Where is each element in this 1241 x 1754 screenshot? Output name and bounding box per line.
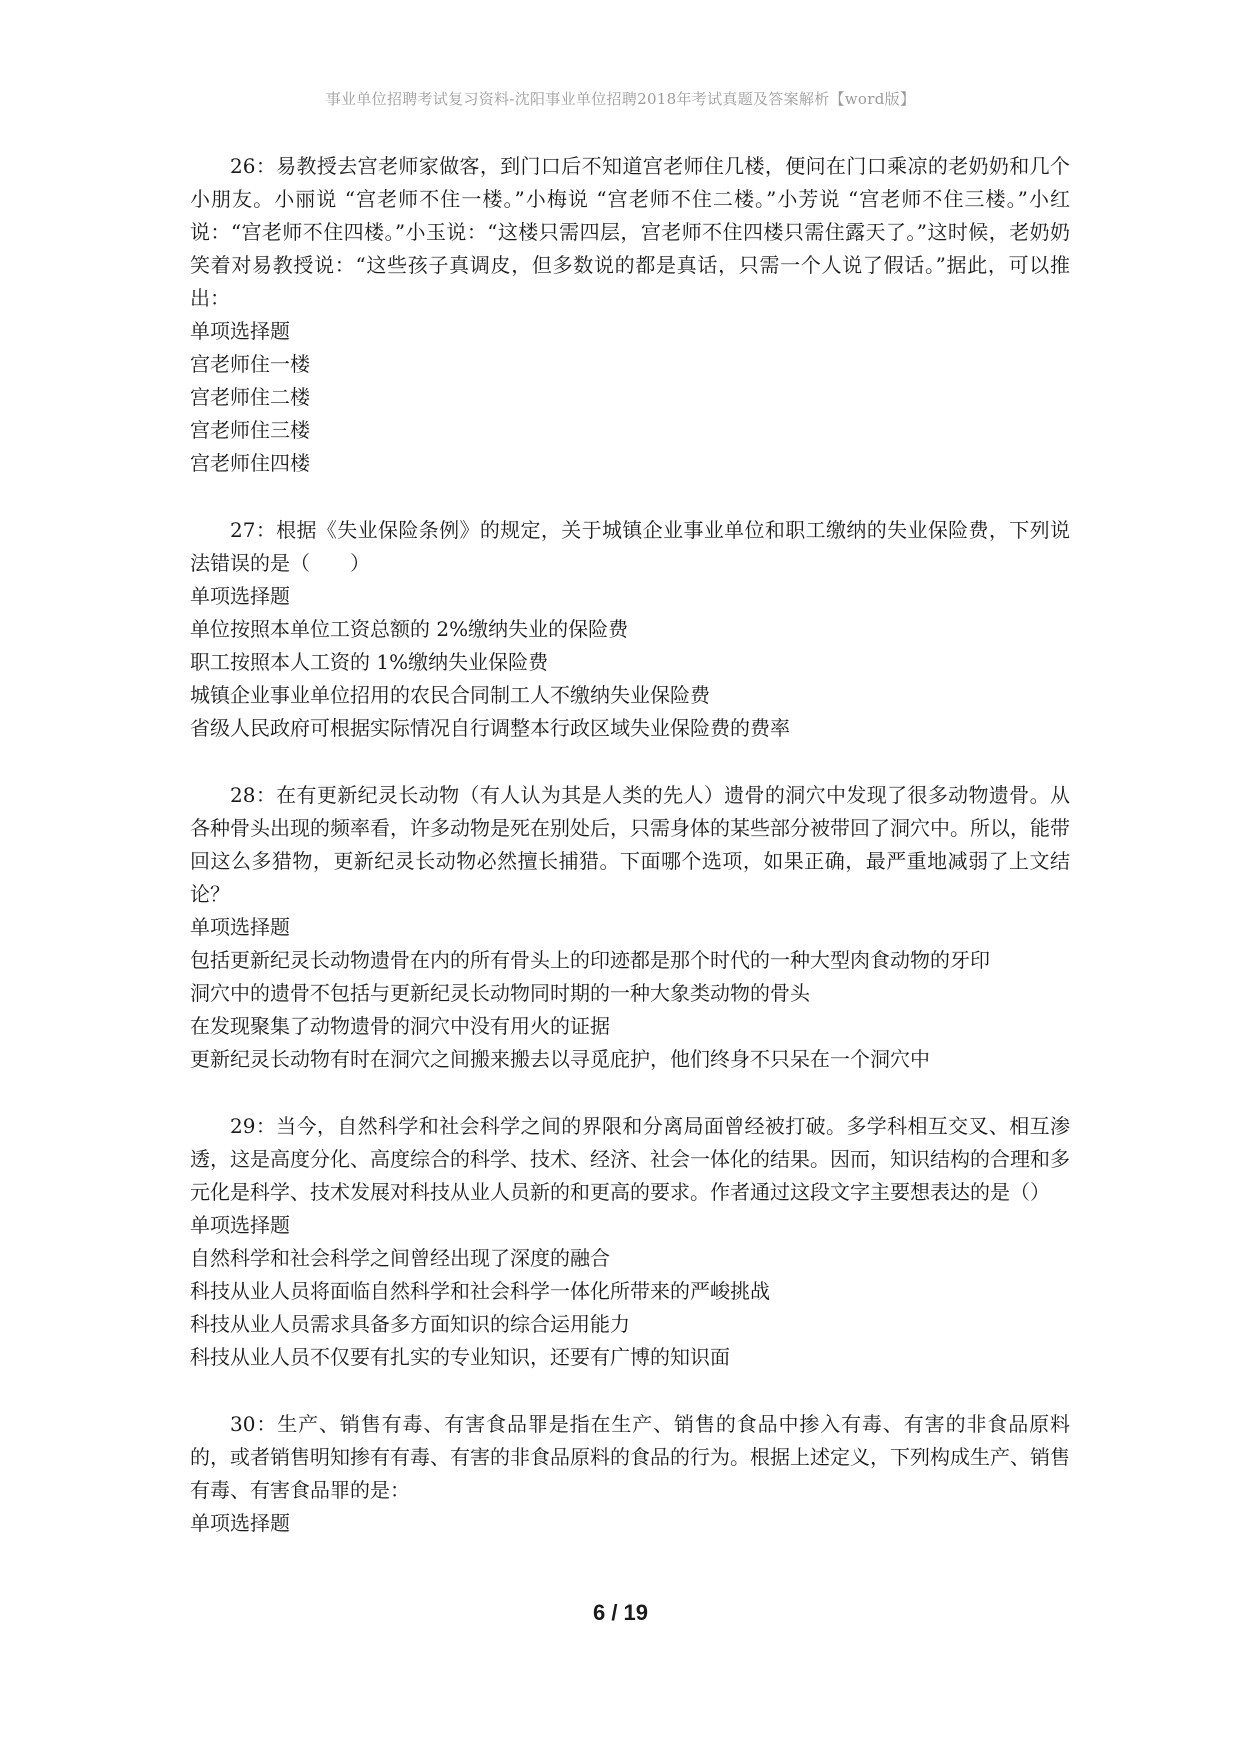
option: 省级人民政府可根据实际情况自行调整本行政区域失业保险费的费率	[190, 716, 790, 740]
option: 宫老师住一楼	[190, 352, 310, 376]
question-stem: 26：易教授去宫老师家做客，到门口后不知道宫老师住几楼，便问在门口乘凉的老奶奶和几个小朋友。小丽说 “宫老师不住一楼。”小梅说 “宫老师不住二楼。”小芳说 “宫老师不住三楼。”小红说：“宫老师不住四楼。”小玉说：“这楼只需四层，宫老师不住四楼只需住露天了。”这时候，老奶奶笑着对易教授说：“这些孩子真调皮，但多数说的都是真话，只需一个人说了假话。”据此，可以推出：	[190, 154, 1070, 310]
document-body	[190, 150, 1070, 1574]
question-stem: 27：根据《失业保险条例》的规定，关于城镇企业事业单位和职工缴纳的失业保险费，下列说法错误的是（ ）	[190, 518, 1070, 575]
question-type: 单项选择题	[190, 915, 290, 939]
option: 宫老师住三楼	[190, 418, 310, 442]
option: 城镇企业事业单位招用的农民合同制工人不缴纳失业保险费	[190, 683, 710, 707]
option: 洞穴中的遗骨不包括与更新纪灵长动物同时期的一种大象类动物的骨头	[190, 981, 810, 1005]
question-26	[190, 150, 1070, 480]
option: 包括更新纪灵长动物遗骨在内的所有骨头上的印迹都是那个时代的一种大型肉食动物的牙印	[190, 948, 990, 972]
question-29	[190, 1110, 1070, 1374]
option: 科技从业人员不仅要有扎实的专业知识，还要有广博的知识面	[190, 1345, 730, 1369]
option: 更新纪灵长动物有时在洞穴之间搬来搬去以寻觅庇护，他们终身不只呆在一个洞穴中	[190, 1047, 930, 1071]
question-type: 单项选择题	[190, 584, 290, 608]
option: 单位按照本单位工资总额的 2%缴纳失业的保险费	[190, 617, 629, 641]
option: 在发现聚集了动物遗骨的洞穴中没有用火的证据	[190, 1014, 610, 1038]
question-type: 单项选择题	[190, 1511, 290, 1535]
question-stem: 30：生产、销售有毒、有害食品罪是指在生产、销售的食品中掺入有毒、有害的非食品原料的，或者销售明知掺有有毒、有害的非食品原料的食品的行为。根据上述定义，下列构成生产、销售有毒、有害食品罪的是：	[190, 1412, 1070, 1502]
option: 职工按照本人工资的 1%缴纳失业保险费	[190, 650, 549, 674]
option: 自然科学和社会科学之间曾经出现了深度的融合	[190, 1246, 610, 1270]
option: 宫老师住四楼	[190, 451, 310, 475]
question-type: 单项选择题	[190, 1213, 290, 1237]
page-number: 6 / 19	[592, 1600, 649, 1625]
question-stem: 29：当今，自然科学和社会科学之间的界限和分离局面曾经被打破。多学科相互交叉、相互渗透，这是高度分化、高度综合的科学、技术、经济、社会一体化的结果。因而，知识结构的合理和多元化是科学、技术发展对科技从业人员新的和更高的要求。作者通过这段文字主要想表达的是（）	[190, 1114, 1070, 1204]
question-stem: 28：在有更新纪灵长动物（有人认为其是人类的先人）遗骨的洞穴中发现了很多动物遗骨。从各种骨头出现的频率看，许多动物是死在别处后，只需身体的某些部分被带回了洞穴中。所以，能带回这么多猎物，更新纪灵长动物必然擅长捕猎。下面哪个选项，如果正确，最严重地减弱了上文结论？	[190, 783, 1070, 906]
question-30	[190, 1408, 1070, 1540]
option: 科技从业人员需求具备多方面知识的综合运用能力	[190, 1312, 630, 1336]
option: 宫老师住二楼	[190, 385, 310, 409]
question-type: 单项选择题	[190, 319, 290, 343]
question-28	[190, 779, 1070, 1076]
option: 科技从业人员将面临自然科学和社会科学一体化所带来的严峻挑战	[190, 1279, 770, 1303]
question-27	[190, 514, 1070, 745]
page-header: 事业单位招聘考试复习资料-沈阳事业单位招聘2018年考试真题及答案解析【word版】	[325, 90, 916, 108]
